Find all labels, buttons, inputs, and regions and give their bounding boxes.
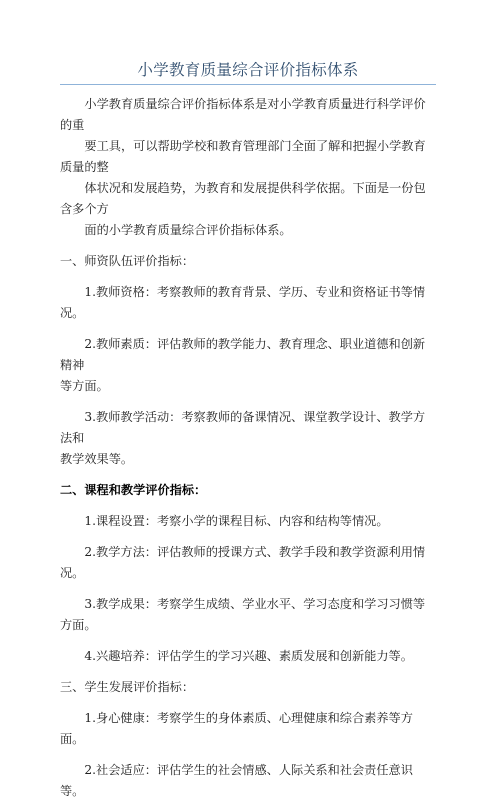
list-item: [60, 334, 436, 397]
document-title: 小学教育质量综合评价指标体系: [137, 61, 359, 79]
list-item: [60, 282, 436, 324]
item-line: 1.课程设置：考察小学的课程目标、内容和结构等情况。: [84, 514, 389, 528]
list-item: [60, 542, 436, 584]
intro-line: 要工具，可以帮助学校和教育管理部门全面了解和把握小学教育质量的整: [60, 139, 426, 174]
item-line: 3.教学成果：考察学生成绩、学业水平、学习态度和学习习惯等方面。: [60, 597, 426, 632]
item-line: 1.身心健康：考察学生的身体素质、心理健康和综合素养等方面。: [60, 711, 413, 746]
intro-line: 体状况和发展趋势，为教育和发展提供科学依据。下面是一份包含多个方: [60, 181, 426, 216]
item-line: 等方面。: [60, 379, 109, 393]
item-line: 1.教师资格：考察教师的教育背景、学历、专业和资格证书等情况。: [60, 285, 426, 320]
intro-line: 小学教育质量综合评价指标体系是对小学教育质量进行科学评价的重: [60, 97, 426, 132]
item-line: 2.教师素质：评估教师的教学能力、教育理念、职业道德和创新精神: [60, 337, 426, 372]
item-line: 2.社会适应：评估学生的社会情感、人际关系和社会责任意识等。: [60, 763, 413, 798]
title-underline: [60, 84, 436, 85]
intro-paragraph: [60, 94, 436, 241]
list-item: [60, 646, 436, 667]
list-item: [60, 511, 436, 532]
list-item: [60, 708, 436, 750]
item-line: 2.教学方法：评估教师的授课方式、教学手段和教学资源利用情况。: [60, 545, 426, 580]
item-line: 3.教师教学活动：考察教师的备课情况、课堂教学设计、教学方法和: [60, 410, 426, 445]
list-item: [60, 407, 436, 470]
section-heading-teachers: 一、师资队伍评价指标：: [60, 254, 195, 268]
document-body: [60, 94, 436, 812]
list-item: [60, 594, 436, 636]
list-item: [60, 760, 436, 802]
item-line: 教学效果等。: [60, 452, 134, 466]
section-heading-curriculum: 二、课程和教学评价指标：: [60, 483, 207, 497]
section-heading-students: 三、学生发展评价指标：: [60, 680, 195, 694]
intro-line: 面的小学教育质量综合评价指标体系。: [84, 223, 292, 237]
item-line: 4.兴趣培养：评估学生的学习兴趣、素质发展和创新能力等。: [84, 649, 413, 663]
